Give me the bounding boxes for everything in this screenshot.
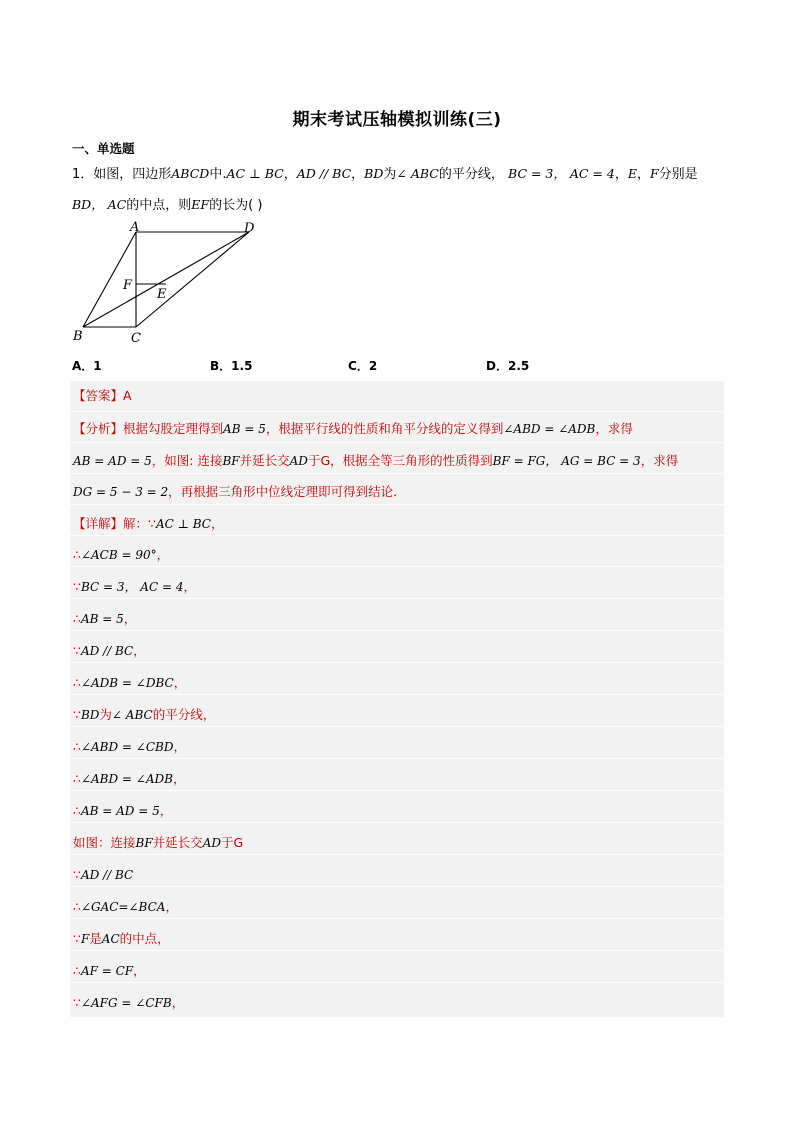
question-line-2: BD， AC的中点，则EF的长为( ) — [72, 197, 263, 213]
analysis-row-3: DG = 5 − 3 = 2，再根据三角形中位线定理即可得到结论． — [70, 474, 724, 505]
label-C: C — [131, 331, 141, 346]
answer-value: A — [123, 388, 132, 403]
choice-b[interactable]: B．1.5 — [210, 359, 253, 373]
page-title: 期末考试压轴模拟训练(三) — [292, 110, 502, 130]
step-row: ∴∠ADB = ∠DBC， — [70, 664, 724, 695]
step-row: 如图：连接BF并延长交AD于G — [70, 824, 724, 855]
question-line-1: 1．如图，四边形ABCD中.AC ⊥ BC，AD // BC，BD为∠ ABC的平分线， BC = 3， AC = 4，E，F分别是 — [72, 166, 698, 182]
step-row: ∴AB = AD = 5， — [70, 792, 724, 823]
choice-c[interactable]: C．2 — [348, 359, 378, 373]
section-heading: 一、单选题 — [72, 141, 135, 156]
answer-row — [70, 381, 724, 412]
choice-d[interactable]: D．2.5 — [486, 359, 530, 373]
label-D: D — [244, 221, 255, 236]
step-row: ∵AD // BC — [70, 856, 724, 887]
step-row: ∴∠ACB = 90°， — [70, 536, 724, 567]
label-A: A — [130, 220, 140, 235]
step-row: ∵AD // BC， — [70, 632, 724, 663]
detail-row: 【详解】解：∵AC ⊥ BC， — [70, 505, 724, 536]
step-row: ∵BC = 3， AC = 4， — [70, 568, 724, 599]
label-E: E — [157, 287, 167, 302]
segment-CD — [136, 232, 249, 327]
step-row: ∵∠AFG = ∠CFB， — [73, 995, 185, 1010]
step-row: ∵BD为∠ ABC的平分线， — [70, 696, 724, 727]
step-row: ∴∠GAC=∠BCA， — [70, 888, 724, 919]
answer-choices — [72, 357, 672, 375]
solution-panel — [70, 381, 724, 1017]
analysis-row-1: 【分析】根据勾股定理得到AB = 5，根据平行线的性质和角平分线的定义得到∠ABD = ∠ADB，求得 — [70, 412, 724, 443]
step-row: ∴AF = CF， — [70, 952, 724, 983]
step-row: ∴∠ABD = ∠CBD， — [70, 728, 724, 759]
choice-a[interactable]: A．1 — [72, 359, 102, 373]
step-row: ∴AB = 5， — [70, 600, 724, 631]
geometry-figure — [66, 220, 266, 350]
step-row: ∵F是AC的中点， — [70, 920, 724, 951]
answer-tag: 【答案】 — [73, 388, 124, 403]
label-F: F — [123, 278, 133, 293]
step-row: ∴∠ABD = ∠ADB， — [70, 760, 724, 791]
segment-BD — [83, 232, 249, 327]
analysis-row-2: AB = AD = 5，如图: 连接BF并延长交AD于G，根据全等三角形的性质得到BF = FG， AG = BC = 3，求得 — [70, 443, 724, 474]
label-B: B — [73, 329, 83, 344]
